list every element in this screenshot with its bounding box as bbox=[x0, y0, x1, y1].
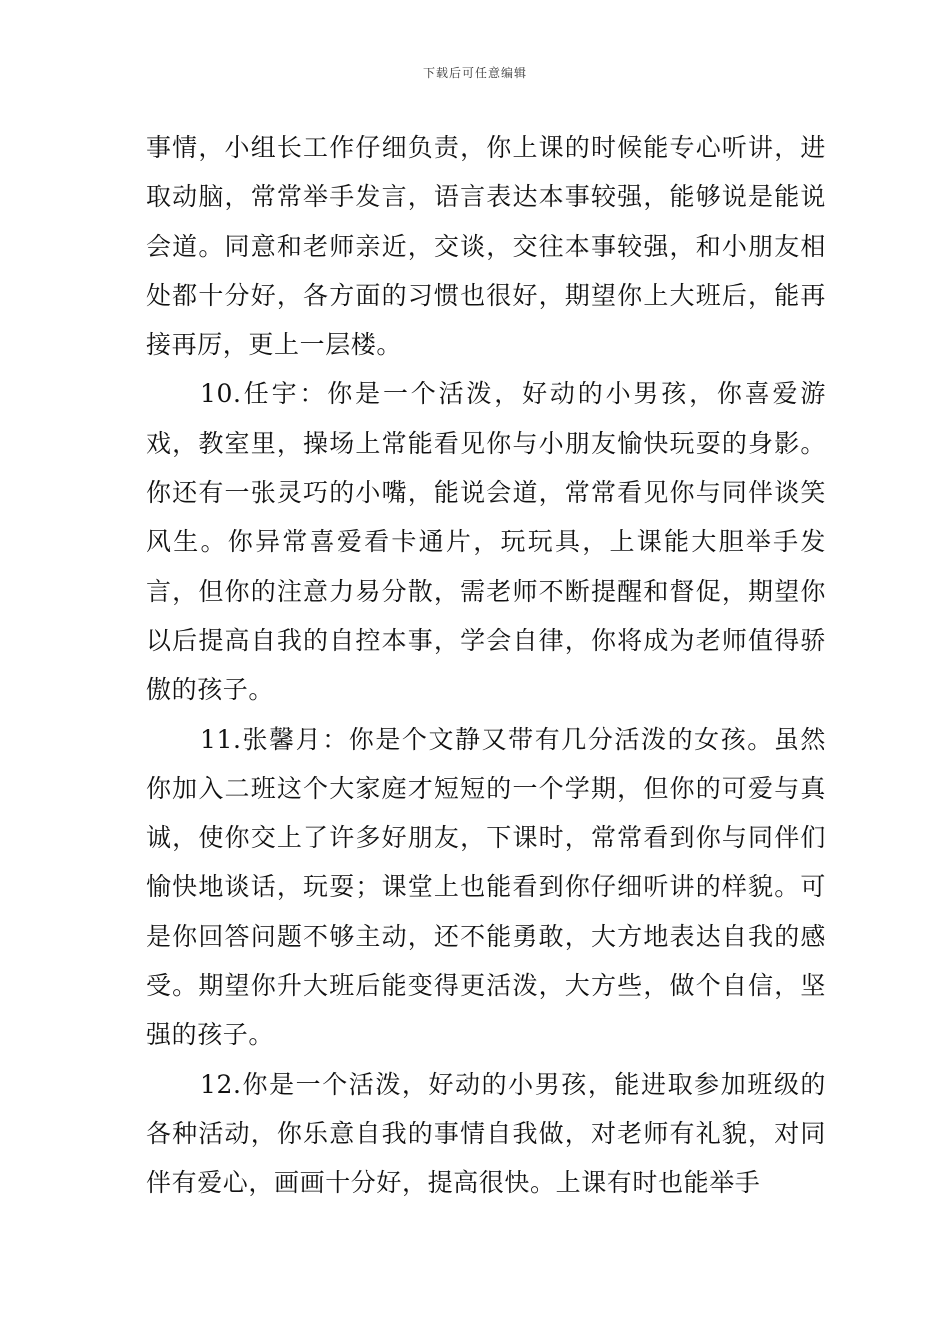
paragraph-item-11: 11.张馨月：你是个文静又带有几分活泼的女孩。虽然你加入二班这个大家庭才短短的一个学期，但你的可爱与真诚，使你交上了许多好朋友，下课时，常常看到你与同伴们愉快地谈话，玩耍；课堂上也能看到你仔细听讲的样貌。可是你回答问题不够主动，还不能勇敢，大方地表达自我的感受。期望你升大班后能变得更活泼，大方些，做个自信，坚强的孩子。 bbox=[146, 724, 826, 1050]
document-body bbox=[146, 123, 826, 1208]
page-header: 下载后可任意编辑 bbox=[422, 66, 527, 80]
paragraph-item-10: 10.任宇：你是一个活泼，好动的小男孩，你喜爱游戏，教室里，操场上常能看见你与小朋友愉快玩耍的身影。你还有一张灵巧的小嘴，能说会道，常常看见你与同伴谈笑风生。你异常喜爱看卡通片，玩玩具，上课能大胆举手发言，但你的注意力易分散，需老师不断提醒和督促，期望你以后提高自我的自控本事，学会自律，你将成为老师值得骄傲的孩子。 bbox=[146, 379, 826, 705]
paragraph-continuation: 事情，小组长工作仔细负责，你上课的时候能专心听讲，进取动脑，常常举手发言，语言表达本事较强，能够说是能说会道。同意和老师亲近，交谈，交往本事较强，和小朋友相处都十分好，各方面的习惯也很好，期望你上大班后，能再接再厉，更上一层楼。 bbox=[146, 133, 826, 360]
paragraph-item-12: 12.你是一个活泼，好动的小男孩，能进取参加班级的各种活动，你乐意自我的事情自我做，对老师有礼貌，对同伴有爱心，画画十分好，提高很快。上课有时也能举手 bbox=[146, 1069, 826, 1198]
